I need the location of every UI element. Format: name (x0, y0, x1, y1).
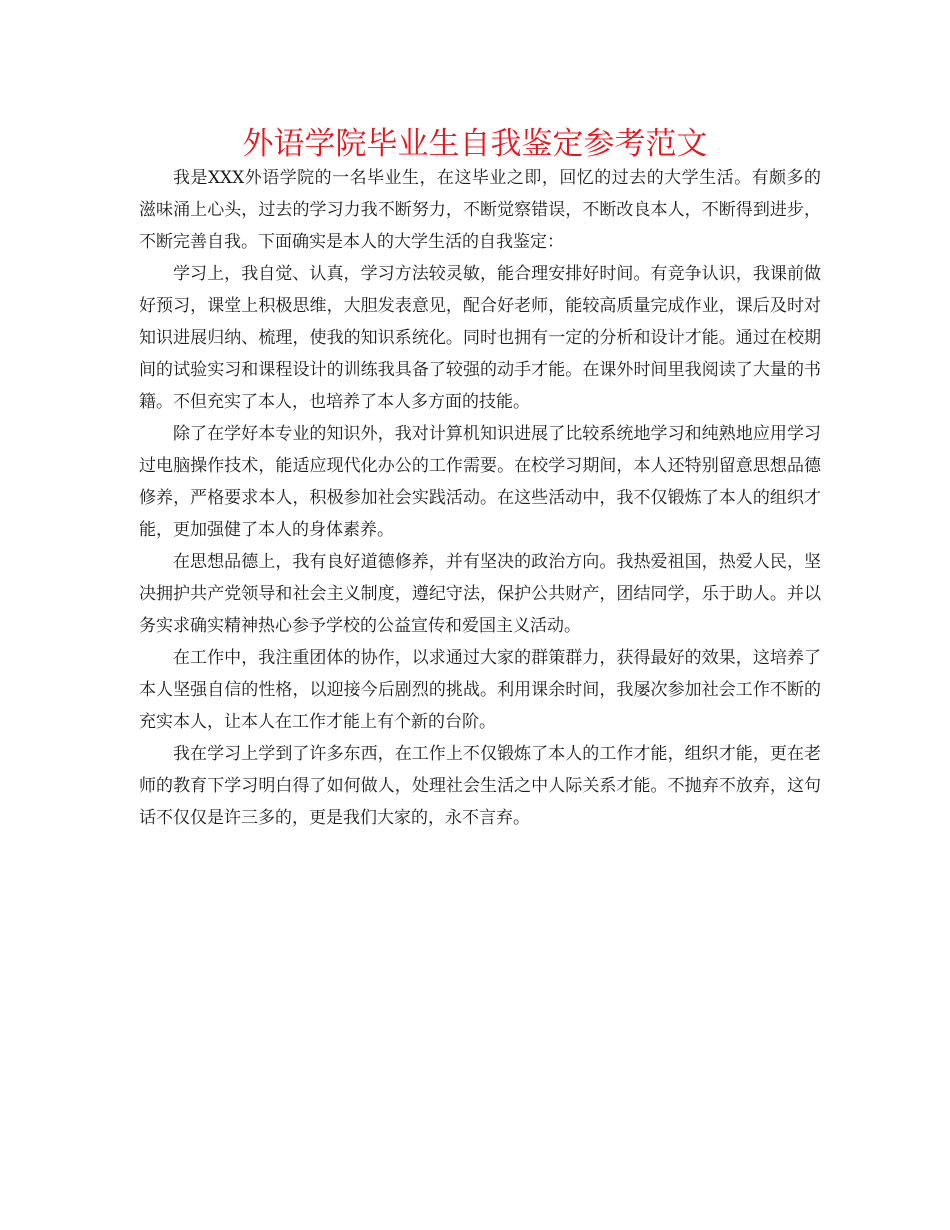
paragraph-computer-skills: 除了在学好本专业的知识外，我对计算机知识进展了比较系统地学习和纯熟地应用学习过电脑操作技术，能适应现代化办公的工作需要。在校学习期间，本人还特别留意思想品德修养，严格要求本人，积极参加社会实践活动。在这些活动中，我不仅锻炼了本人的组织才能，更加强健了本人的身体素养。 (139, 424, 821, 540)
document-body (139, 162, 821, 834)
paragraph-work: 在工作中，我注重团体的协作，以求通过大家的群策群力，获得最好的效果，这培养了本人坚强自信的性格，以迎接今后剧烈的挑战。利用课余时间，我屡次参加社会工作不断的充实本人，让本人在工作才能上有个新的台阶。 (139, 648, 821, 732)
paragraph-study: 学习上，我自觉、认真，学习方法较灵敏，能合理安排好时间。有竞争认识，我课前做好预习，课堂上积极思维，大胆发表意见，配合好老师，能较高质量完成作业，课后及时对知识进展归纳、梳理，使我的知识系统化。同时也拥有一定的分析和设计才能。通过在校期间的试验实习和课程设计的训练我具备了较强的动手才能。在课外时间里我阅读了大量的书籍。不但充实了本人，也培养了本人多方面的技能。 (139, 264, 821, 412)
paragraph-morality: 在思想品德上，我有良好道德修养，并有坚决的政治方向。我热爱祖国，热爱人民，坚决拥护共产党领导和社会主义制度，遵纪守法，保护公共财产，团结同学，乐于助人。并以务实求确实精神热心参予学校的公益宣传和爱国主义活动。 (139, 552, 821, 636)
paragraph-conclusion: 我在学习上学到了许多东西，在工作上不仅锻炼了本人的工作才能，组织才能，更在老师的教育下学习明白得了如何做人，处理社会生活之中人际关系才能。不抛弃不放弃，这句话不仅仅是许三多的，更是我们大家的，永不言弃。 (139, 744, 821, 828)
paragraph-intro: 我是XXX外语学院的一名毕业生，在这毕业之即，回忆的过去的大学生活。有颇多的滋味涌上心头，过去的学习力我不断努力，不断觉察错误，不断改良本人，不断得到进步，不断完善自我。下面确实是本人的大学生活的自我鉴定： (139, 168, 821, 252)
document-title: 外语学院毕业生自我鉴定参考范文 (242, 126, 708, 162)
